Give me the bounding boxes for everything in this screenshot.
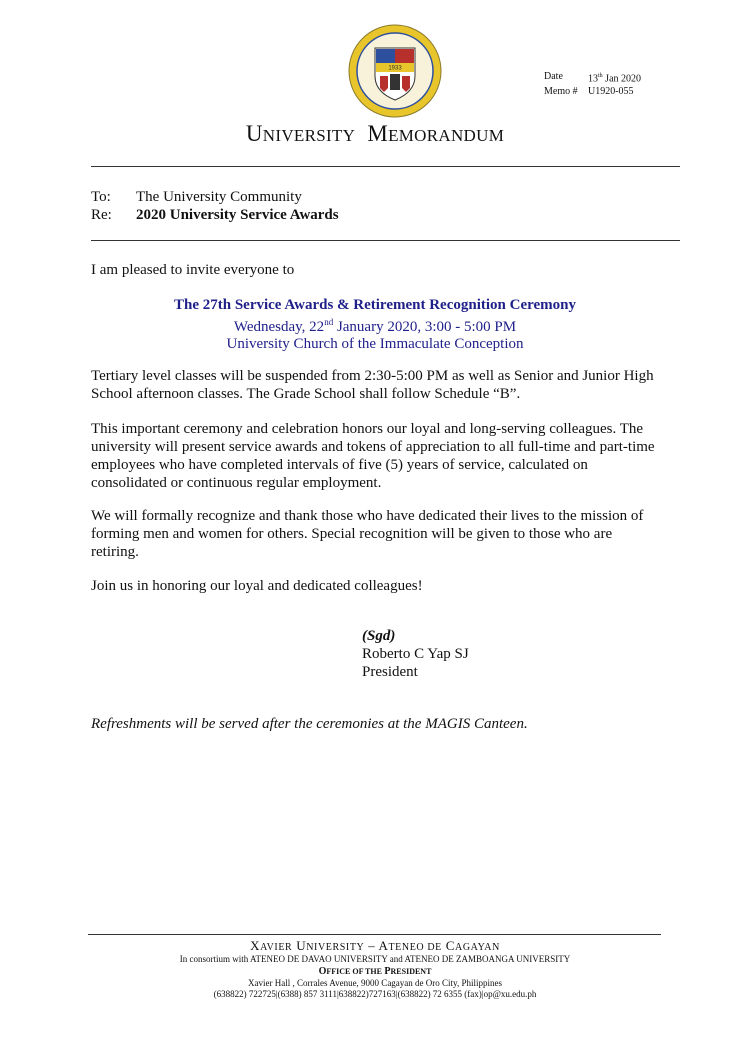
header-divider-top [91, 166, 680, 167]
letterhead-footer [0, 938, 750, 1000]
re-value: 2020 University Service Awards [136, 207, 339, 223]
university-seal [348, 24, 442, 118]
page-title: UNIVERSITY MEMORANDUM [245, 121, 505, 146]
re-line [91, 207, 339, 224]
paragraph-ceremony: This important ceremony and celebration honors our loyal and long-serving colleagues. The university will present service awards and tokens of appreciation to all full-time and part-time employees who have completed intervals of five (5) years of service, calculated on consolidated or continuous regular employment. [91, 421, 655, 491]
footer-university-name: XAVIER UNIVERSITY – ATENEO DE CAGAYAN [250, 938, 500, 953]
memo-label: Memo # [544, 86, 578, 98]
signature-sgd: (Sgd) [362, 628, 396, 644]
footer-office: OFFICE OF THE PRESIDENT [318, 966, 432, 977]
memo-number: U1920-055 [588, 86, 634, 98]
date-label: Date [544, 71, 563, 82]
intro-text: I am pleased to invite everyone to [91, 262, 295, 278]
to-line [91, 189, 302, 206]
footer-address: Xavier Hall , Corrales Avenue, 9000 Cagayan de Oro City, Philippines [248, 978, 502, 988]
paragraph-closing: Join us in honoring our loyal and dedicated colleagues! [91, 578, 423, 594]
seal-year: 1933 [388, 65, 402, 72]
signatory-name: Roberto C Yap SJ [362, 646, 469, 662]
paragraph-recognition: We will formally recognize and thank those who have dedicated their lives to the mission of forming men and women for others. Special recognition will be given to those who are retiring. [91, 508, 644, 560]
signature-block [362, 627, 469, 681]
footer-contact: (638822) 722725|(6388) 857 3111|638822)727163|(638822) 72 6355 (fax)|op@xu.edu.ph [213, 989, 537, 999]
date-value: 13th Jan 2020 [588, 73, 642, 85]
header-divider-bottom [91, 240, 680, 241]
event-venue: University Church of the Immaculate Conception [226, 336, 524, 352]
memo-meta [544, 70, 641, 98]
footer-consortium: In consortium with ATENEO DE DAVAO UNIVERSITY and ATENEO DE ZAMBOANGA UNIVERSITY [179, 954, 571, 964]
paragraph-classes: Tertiary level classes will be suspended from 2:30-5:00 PM as well as Senior and Junior High School afternoon classes. The Grade School shall follow Schedule “B”. [91, 368, 654, 402]
event-block [0, 297, 750, 353]
event-date: Wednesday, 22nd January 2020, 3:00 - 5:00 PM [233, 317, 517, 335]
to-value: The University Community [136, 189, 302, 205]
event-title: The 27th Service Awards & Retirement Recognition Ceremony [173, 297, 576, 313]
footer-divider [88, 934, 661, 935]
re-label: Re: [91, 207, 112, 223]
signatory-position: President [362, 664, 418, 680]
to-label: To: [91, 189, 111, 205]
refreshments-note: Refreshments will be served after the ceremonies at the MAGIS Canteen. [91, 716, 528, 732]
